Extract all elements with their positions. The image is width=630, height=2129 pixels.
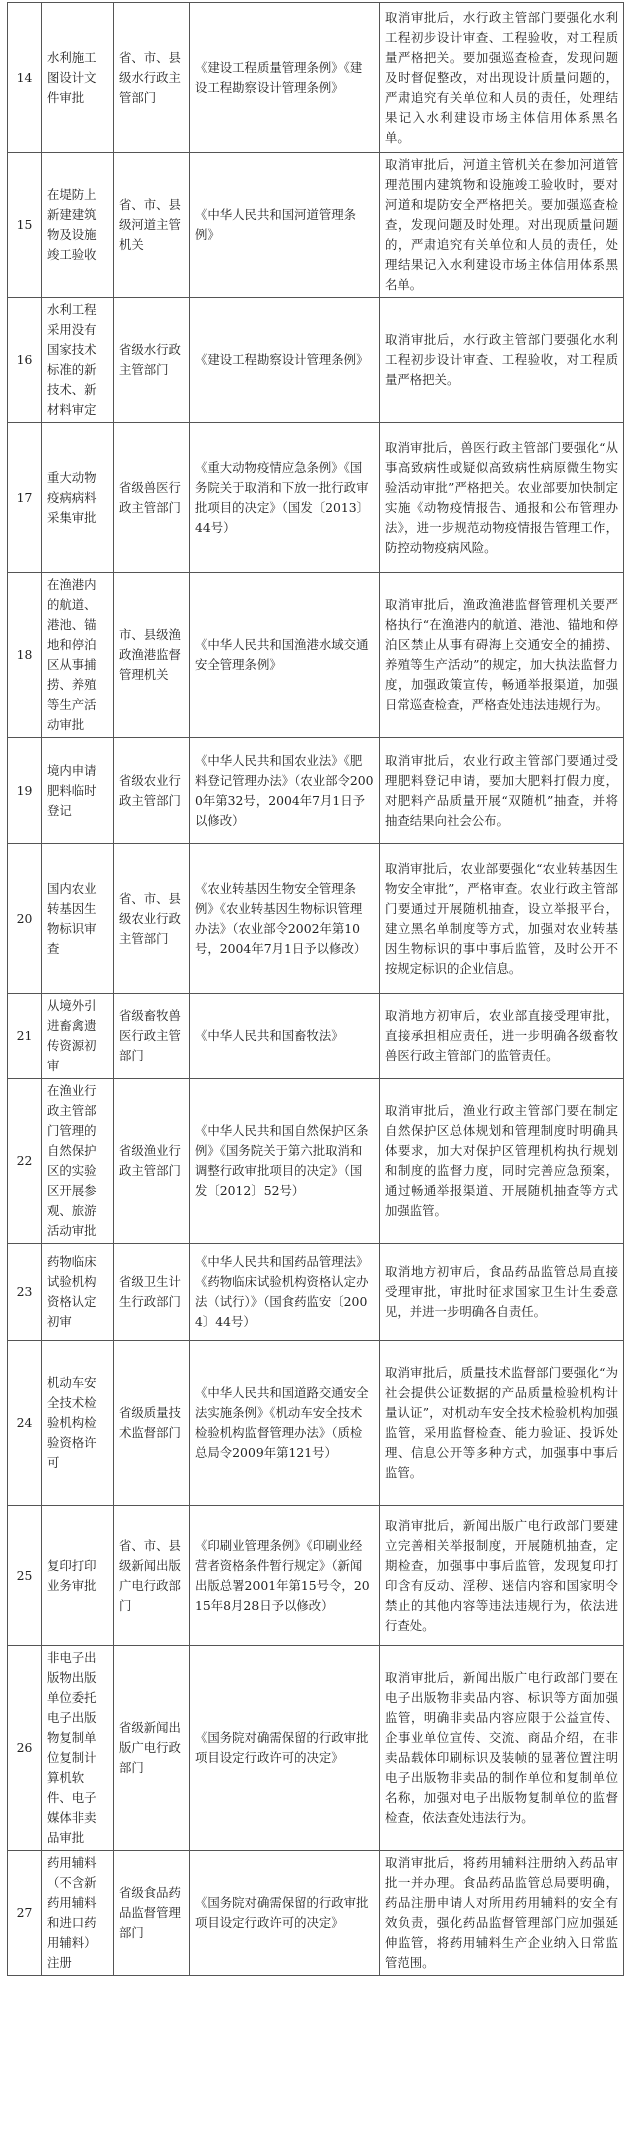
table-body (8, 3, 624, 1976)
cell-dept: 省、市、县级水行政主管部门 (114, 3, 190, 153)
cell-item: 境内申请肥料临时登记 (42, 738, 114, 844)
cell-no: 19 (8, 738, 42, 844)
cell-dept: 省级质量技术监督部门 (114, 1341, 190, 1506)
cell-dept: 省级食品药品监督管理部门 (114, 1851, 190, 1976)
cell-measure: 取消审批后，水行政主管部门要强化水利工程初步设计审查、工程验收，对工程质量严格把关。 (380, 298, 624, 423)
table-row (8, 844, 624, 994)
cell-item: 水利工程采用没有国家技术标准的新技术、新材料审定 (42, 298, 114, 423)
cell-no: 26 (8, 1646, 42, 1851)
cell-dept: 省级农业行政主管部门 (114, 738, 190, 844)
cell-law: 《印刷业管理条例》《印刷业经营者资格条件暂行规定》（新闻出版总署2001年第15号令，2015年8月28日予以修改） (190, 1506, 380, 1646)
table-row (8, 1506, 624, 1646)
table-row (8, 3, 624, 153)
cell-no: 17 (8, 423, 42, 573)
cell-no: 24 (8, 1341, 42, 1506)
cell-measure: 取消审批后，将药用辅料注册纳入药品审批一并办理。食品药品监管总局要明确，药品注册申请人对所用药用辅料的安全有效负责，强化药品监督管理部门应加强延伸监管，将药用辅料生产企业纳入日常监管范围。 (380, 1851, 624, 1976)
cell-dept: 市、县级渔政渔港监督管理机关 (114, 573, 190, 738)
cell-law: 《中华人民共和国农业法》《肥料登记管理办法》（农业部令2000年第32号，2004年7月1日予以修改） (190, 738, 380, 844)
cell-no: 14 (8, 3, 42, 153)
cell-measure: 取消审批后，水行政主管部门要强化水利工程初步设计审查、工程验收，对工程质量严格把关。要加强巡查检查，发现问题及时督促整改，对出现设计质量问题的，严肃追究有关单位和人员的责任，处理结果记入水利建设市场主体信用体系黑名单。 (380, 3, 624, 153)
cell-law: 《中华人民共和国畜牧法》 (190, 994, 380, 1079)
cell-no: 21 (8, 994, 42, 1079)
cell-measure: 取消审批后，新闻出版广电行政部门要建立完善相关举报制度，开展随机抽查，定期检查，加强事中事后监管，发现复印打印含有反动、淫秽、迷信内容和国家明令禁止的其他内容等违法违规行为，依法进行查处。 (380, 1506, 624, 1646)
cell-no: 18 (8, 573, 42, 738)
cell-law: 《中华人民共和国药品管理法》《药物临床试验机构资格认定办法（试行）》（国食药监安〔2004〕44号） (190, 1244, 380, 1341)
cell-dept: 省级兽医行政主管部门 (114, 423, 190, 573)
cell-no: 25 (8, 1506, 42, 1646)
page (0, 2, 630, 2129)
cell-item: 药物临床试验机构资格认定初审 (42, 1244, 114, 1341)
cell-measure: 取消地方初审后，农业部直接受理审批，直接承担相应责任，进一步明确各级畜牧兽医行政主管部门的监管责任。 (380, 994, 624, 1079)
cell-measure: 取消审批后，新闻出版广电行政部门要在电子出版物非卖品内容、标识等方面加强监管，明确非卖品内容应限于公益宣传、企事业单位宣传、交流、商品介绍，在非卖品载体印刷标识及装帧的显著位置注明电子出版物非卖品的制作单位和复制单位名称，加强对电子出版物复制单位的监督检查，依法查处违法行为。 (380, 1646, 624, 1851)
cell-law: 《中华人民共和国渔港水域交通安全管理条例》 (190, 573, 380, 738)
table-row (8, 573, 624, 738)
cell-measure: 取消审批后，农业行政主管部门要通过受理肥料登记申请，要加大肥料打假力度，对肥料产品质量开展“双随机”抽查，并将抽查结果向社会公布。 (380, 738, 624, 844)
cell-item: 复印打印业务审批 (42, 1506, 114, 1646)
cell-measure: 取消审批后，渔业行政主管部门要在制定自然保护区总体规划和管理制度时明确具体要求，加大对保护区管理机构执行规划和制度的监督力度，同时完善应急预案，通过畅通举报渠道、开展随机抽查等方式加强监管。 (380, 1079, 624, 1244)
cell-item: 重大动物疫病病料采集审批 (42, 423, 114, 573)
cell-no: 22 (8, 1079, 42, 1244)
cell-item: 水利施工图设计文件审批 (42, 3, 114, 153)
table-row (8, 1341, 624, 1506)
cell-no: 23 (8, 1244, 42, 1341)
cell-law: 《中华人民共和国河道管理条例》 (190, 153, 380, 298)
cell-dept: 省级渔业行政主管部门 (114, 1079, 190, 1244)
table-row (8, 1244, 624, 1341)
cell-no: 27 (8, 1851, 42, 1976)
cell-dept: 省级水行政主管部门 (114, 298, 190, 423)
cell-measure: 取消审批后，河道主管机关在参加河道管理范围内建筑物和设施竣工验收时，要对河道和堤防安全严格把关。要加强巡查检查，发现问题及时处理。对出现质量问题的，严肃追究有关单位和人员的责任，处理结果记入水利建设市场主体信用体系黑名单。 (380, 153, 624, 298)
cell-law: 《国务院对确需保留的行政审批项目设定行政许可的决定》 (190, 1646, 380, 1851)
cell-item: 在渔港内的航道、港池、锚地和停泊区从事捕捞、养殖等生产活动审批 (42, 573, 114, 738)
cell-measure: 取消地方初审后，食品药品监管总局直接受理审批，审批时征求国家卫生计生委意见，并进一步明确各自责任。 (380, 1244, 624, 1341)
cell-dept: 省级卫生计生行政部门 (114, 1244, 190, 1341)
cell-law: 《农业转基因生物安全管理条例》《农业转基因生物标识管理办法》（农业部令2002年第10号，2004年7月1日予以修改） (190, 844, 380, 994)
cell-item: 国内农业转基因生物标识审查 (42, 844, 114, 994)
cell-measure: 取消审批后，渔政渔港监督管理机关要严格执行“在渔港内的航道、港池、锚地和停泊区禁止从事有碍海上交通安全的捕捞、养殖等生产活动”的规定，加大执法监督力度，加强政策宣传，畅通举报渠道，加强日常巡查检查，严格查处违法违规行为。 (380, 573, 624, 738)
cell-law: 《建设工程质量管理条例》《建设工程勘察设计管理条例》 (190, 3, 380, 153)
cell-no: 16 (8, 298, 42, 423)
cell-law: 《中华人民共和国自然保护区条例》《国务院关于第六批取消和调整行政审批项目的决定》（国发〔2012〕52号） (190, 1079, 380, 1244)
table-row (8, 1851, 624, 1976)
cell-dept: 省级新闻出版广电行政部门 (114, 1646, 190, 1851)
cell-item: 药用辅料（不含新药用辅料和进口药用辅料）注册 (42, 1851, 114, 1976)
document-table (7, 2, 624, 1976)
cell-law: 《中华人民共和国道路交通安全法实施条例》《机动车安全技术检验机构监督管理办法》（质检总局令2009年第121号） (190, 1341, 380, 1506)
cell-item: 从境外引进畜禽遗传资源初审 (42, 994, 114, 1079)
table-row (8, 423, 624, 573)
table-row (8, 994, 624, 1079)
cell-dept: 省、市、县级新闻出版广电行政部门 (114, 1506, 190, 1646)
cell-item: 非电子出版物出版单位委托电子出版物复制单位复制计算机软件、电子媒体非卖品审批 (42, 1646, 114, 1851)
table-row (8, 738, 624, 844)
cell-item: 机动车安全技术检验机构检验资格许可 (42, 1341, 114, 1506)
table-row (8, 153, 624, 298)
cell-measure: 取消审批后，质量技术监督部门要强化“为社会提供公证数据的产品质量检验机构计量认证”，对机动车安全技术检验机构加强监管，采用监督检查、能力验证、投诉处理、信息公开等多种方式，加强事中事后监管。 (380, 1341, 624, 1506)
cell-measure: 取消审批后，兽医行政主管部门要强化“从事高致病性或疑似高致病性病原微生物实验活动审批”严格把关。农业部要加快制定实施《动物疫情报告、通报和公布管理办法》，进一步规范动物疫情报告管理工作，防控动物疫病风险。 (380, 423, 624, 573)
cell-no: 20 (8, 844, 42, 994)
cell-dept: 省级畜牧兽医行政主管部门 (114, 994, 190, 1079)
cell-law: 《建设工程勘察设计管理条例》 (190, 298, 380, 423)
cell-dept: 省、市、县级农业行政主管部门 (114, 844, 190, 994)
table-row (8, 1079, 624, 1244)
cell-item: 在堤防上新建建筑物及设施竣工验收 (42, 153, 114, 298)
cell-measure: 取消审批后，农业部要强化“农业转基因生物安全审批”，严格审查。农业行政主管部门要通过开展随机抽查，设立举报平台，建立黑名单制度等方式，加强对农业转基因生物标识的事中事后监管，及时公开不按规定标识的企业信息。 (380, 844, 624, 994)
cell-law: 《国务院对确需保留的行政审批项目设定行政许可的决定》 (190, 1851, 380, 1976)
table-row (8, 1646, 624, 1851)
cell-law: 《重大动物疫情应急条例》《国务院关于取消和下放一批行政审批项目的决定》（国发〔2013〕44号） (190, 423, 380, 573)
cell-item: 在渔业行政主管部门管理的自然保护区的实验区开展参观、旅游活动审批 (42, 1079, 114, 1244)
cell-dept: 省、市、县级河道主管机关 (114, 153, 190, 298)
cell-no: 15 (8, 153, 42, 298)
table-row (8, 298, 624, 423)
